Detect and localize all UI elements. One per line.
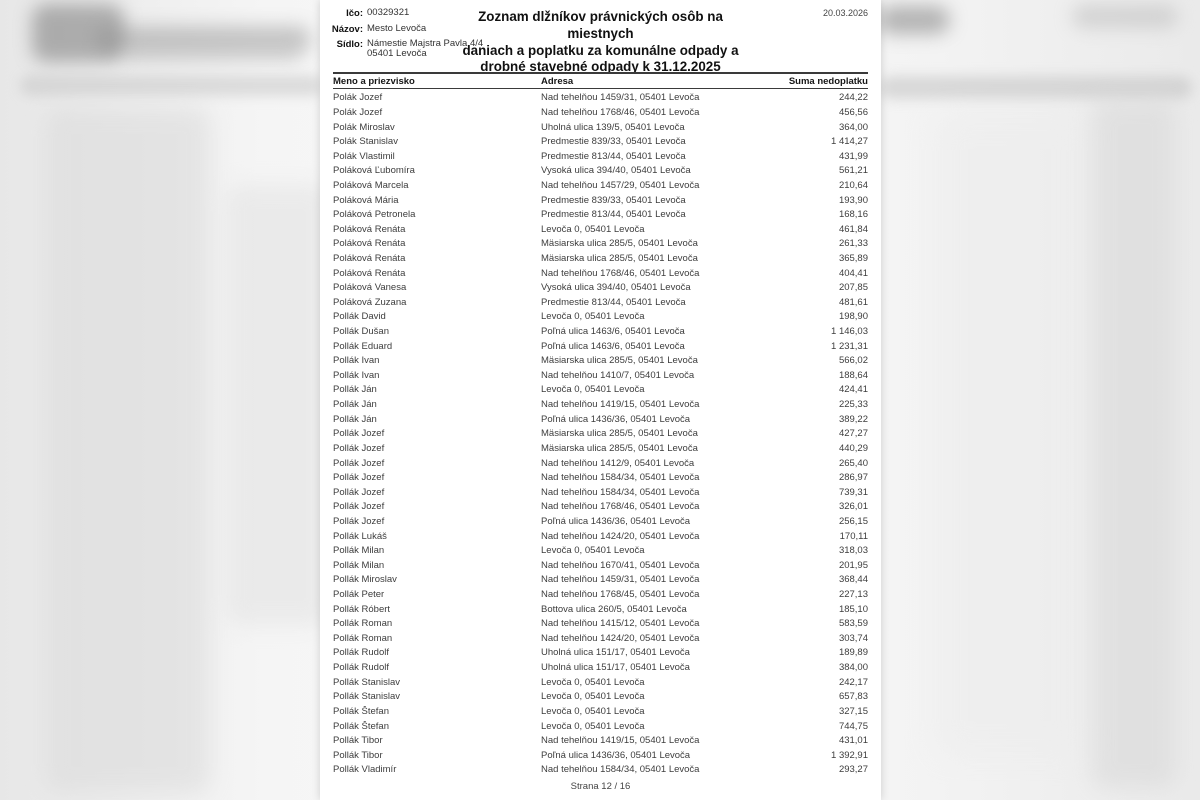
- table-row: [333, 339, 868, 354]
- cell-name: Poláková Renáta: [333, 223, 406, 235]
- document-title-line: drobné stavebné odpady k 31.12.2025: [480, 59, 721, 75]
- table-row: [333, 295, 868, 310]
- table-row: [333, 207, 868, 222]
- table-row: [333, 353, 868, 368]
- cell-name: Poláková Marcela: [333, 179, 409, 191]
- table-row: [333, 193, 868, 208]
- cell-address: Nad tehelňou 1412/9, 05401 Levoča: [541, 457, 695, 469]
- cell-name: Pollák Jozef: [333, 442, 385, 454]
- cell-address: Mäsiarska ulica 285/5, 05401 Levoča: [541, 442, 698, 454]
- cell-amount: 293,27: [838, 764, 868, 776]
- cell-amount: 739,31: [838, 486, 868, 498]
- cell-address: Levoča 0, 05401 Levoča: [541, 311, 645, 323]
- table-row: [333, 397, 868, 412]
- cell-address: Nad tehelňou 1424/20, 05401 Levoča: [541, 632, 700, 644]
- cell-amount: 318,03: [838, 545, 868, 557]
- cell-address: Mäsiarska ulica 285/5, 05401 Levoča: [541, 428, 698, 440]
- cell-amount: 188,64: [838, 369, 868, 381]
- cell-address: Poľná ulica 1463/6, 05401 Levoča: [541, 340, 685, 352]
- cell-name: Pollák Vladimír: [333, 764, 397, 776]
- cell-name: Pollák Ján: [333, 384, 377, 396]
- cell-name: Pollák Eduard: [333, 340, 393, 352]
- table-row: [333, 178, 868, 193]
- column-header-address: Adresa: [541, 75, 574, 87]
- cell-amount: 404,41: [838, 267, 868, 279]
- cell-name: Poláková Renáta: [333, 253, 406, 264]
- cell-address: Nad tehelňou 1670/41, 05401 Levoča: [541, 559, 700, 571]
- nazov-label: Názov:: [331, 23, 363, 35]
- table-row: [333, 280, 868, 295]
- cell-amount: 201,95: [838, 559, 868, 571]
- cell-amount: 193,90: [838, 194, 868, 206]
- document-page[interactable]: [320, 0, 881, 800]
- cell-amount: 424,41: [838, 384, 868, 396]
- cell-name: Poláková Vanesa: [333, 282, 407, 294]
- cell-amount: 265,40: [838, 457, 868, 469]
- cell-amount: 242,17: [838, 676, 868, 688]
- cell-amount: 326,01: [838, 501, 868, 513]
- cell-address: Predmestie 813/44, 05401 Levoča: [541, 209, 686, 221]
- table-row: [333, 91, 868, 106]
- cell-name: Pollák Peter: [333, 589, 385, 601]
- cell-amount: 244,22: [838, 92, 868, 104]
- cell-amount: 365,89: [838, 253, 868, 264]
- cell-address: Levoča 0, 05401 Levoča: [541, 223, 645, 235]
- table-row: [333, 587, 868, 602]
- page-number: Strana 12 / 16: [570, 781, 631, 792]
- column-header-amount: Suma nedoplatku: [788, 75, 868, 87]
- table-row: [333, 237, 868, 252]
- cell-address: Nad tehelňou 1415/12, 05401 Levoča: [541, 618, 700, 630]
- cell-amount: 583,59: [838, 618, 868, 630]
- cell-address: Poľná ulica 1436/36, 05401 Levoča: [541, 413, 691, 425]
- table-row: [333, 485, 868, 500]
- table-row: [333, 441, 868, 456]
- table-row: [333, 149, 868, 164]
- cell-name: Pollák Tibor: [333, 749, 383, 761]
- cell-name: Pollák Jozef: [333, 501, 385, 513]
- table-body: [333, 89, 868, 777]
- cell-name: Poláková Renáta: [333, 238, 406, 250]
- cell-address: Mäsiarska ulica 285/5, 05401 Levoča: [541, 253, 698, 264]
- table-row: [333, 368, 868, 383]
- blurred-text-column: [226, 185, 330, 625]
- cell-address: Nad tehelňou 1410/7, 05401 Levoča: [541, 369, 695, 381]
- cell-name: Pollák David: [333, 311, 386, 323]
- cell-name: Pollák Ivan: [333, 369, 380, 381]
- cell-address: Poľná ulica 1436/36, 05401 Levoča: [541, 749, 691, 761]
- cell-amount: 440,29: [838, 442, 868, 454]
- cell-address: Nad tehelňou 1419/15, 05401 Levoča: [541, 399, 700, 411]
- cell-address: Nad tehelňou 1584/34, 05401 Levoča: [541, 764, 700, 776]
- ico-label: Ičo:: [346, 8, 363, 19]
- table-row: [333, 222, 868, 237]
- blurred-text-shape: [1072, 5, 1178, 28]
- cell-address: Nad tehelňou 1584/34, 05401 Levoča: [541, 472, 700, 484]
- cell-address: Nad tehelňou 1457/29, 05401 Levoča: [541, 179, 700, 191]
- cell-name: Polák Jozef: [333, 106, 383, 118]
- nazov-value: Mesto Levoča: [367, 22, 427, 34]
- cell-address: Levoča 0, 05401 Levoča: [541, 720, 645, 732]
- cell-name: Pollák Milan: [333, 559, 385, 571]
- cell-address: Levoča 0, 05401 Levoča: [541, 691, 645, 703]
- cell-amount: 1 231,31: [831, 340, 868, 352]
- cell-address: Levoča 0, 05401 Levoča: [541, 676, 645, 688]
- cell-name: Pollák Roman: [333, 632, 393, 644]
- cell-name: Pollák Miroslav: [333, 574, 397, 586]
- cell-name: Pollák Tibor: [333, 735, 383, 747]
- cell-address: Nad tehelňou 1768/46, 05401 Levoča: [541, 106, 700, 118]
- column-header-name: Meno a priezvisko: [333, 75, 415, 87]
- cell-name: Pollák Rudolf: [333, 647, 389, 659]
- cell-address: Uholná ulica 151/17, 05401 Levoča: [541, 647, 690, 659]
- cell-amount: 303,74: [838, 632, 868, 644]
- cell-address: Mäsiarska ulica 285/5, 05401 Levoča: [541, 238, 698, 250]
- table-row: [333, 660, 868, 675]
- cell-name: Pollák Jozef: [333, 457, 385, 469]
- blurred-text-column: [935, 115, 1085, 755]
- cell-amount: 185,10: [838, 603, 868, 615]
- cell-name: Polák Stanislav: [333, 136, 398, 148]
- ico-value: 00329321: [367, 7, 410, 18]
- document-title-line: daniach a poplatku za komunálne odpady a: [462, 42, 739, 58]
- cell-amount: 256,15: [838, 515, 868, 527]
- cell-amount: 286,97: [838, 472, 868, 484]
- table-row: [333, 514, 868, 529]
- table-row: [333, 164, 868, 179]
- table-row: [333, 470, 868, 485]
- table-row: [333, 631, 868, 646]
- cell-name: Polák Vlastimil: [333, 150, 395, 162]
- cell-address: Nad tehelňou 1459/31, 05401 Levoča: [541, 92, 700, 104]
- cell-name: Pollák Lukáš: [333, 530, 387, 542]
- cell-name: Pollák Ján: [333, 413, 377, 425]
- cell-name: Pollák Štefan: [333, 720, 389, 732]
- table-row: [333, 383, 868, 398]
- cell-address: Nad tehelňou 1584/34, 05401 Levoča: [541, 486, 700, 498]
- cell-address: Uholná ulica 151/17, 05401 Levoča: [541, 662, 690, 674]
- cell-name: Poláková Mária: [333, 194, 399, 206]
- cell-amount: 189,89: [838, 647, 868, 659]
- cell-amount: 327,15: [838, 705, 868, 717]
- table-row: [333, 602, 868, 617]
- table-row: [333, 456, 868, 471]
- cell-amount: 427,27: [838, 428, 868, 440]
- table-row: [333, 134, 868, 149]
- table-row: [333, 719, 868, 734]
- cell-name: Pollák Stanislav: [333, 691, 401, 703]
- table-row: [333, 500, 868, 515]
- cell-address: Vysoká ulica 394/40, 05401 Levoča: [541, 282, 691, 294]
- table-row: [333, 412, 868, 427]
- table-row: [333, 763, 868, 778]
- table-row: [333, 558, 868, 573]
- cell-amount: 431,01: [838, 735, 868, 747]
- blurred-text-shape: [878, 6, 950, 34]
- cell-name: Pollák Ján: [333, 399, 377, 411]
- cell-name: Pollák Róbert: [333, 603, 391, 615]
- cell-address: Mäsiarska ulica 285/5, 05401 Levoča: [541, 355, 698, 367]
- debtors-table: [333, 72, 868, 777]
- cell-address: Levoča 0, 05401 Levoča: [541, 545, 645, 557]
- cell-name: Poláková Renáta: [333, 267, 406, 279]
- table-row: [333, 251, 868, 266]
- document-title: [453, 9, 748, 76]
- cell-name: Pollák Roman: [333, 618, 393, 630]
- cell-name: Pollák Milan: [333, 545, 385, 557]
- cell-amount: 461,84: [838, 223, 868, 235]
- table-row: [333, 704, 868, 719]
- cell-address: Predmestie 813/44, 05401 Levoča: [541, 296, 686, 308]
- cell-address: Nad tehelňou 1419/15, 05401 Levoča: [541, 735, 700, 747]
- cell-amount: 456,56: [838, 106, 868, 118]
- table-row: [333, 689, 868, 704]
- cell-address: Uholná ulica 139/5, 05401 Levoča: [541, 121, 685, 133]
- cell-name: Poláková Zuzana: [333, 296, 407, 308]
- cell-name: Pollák Ivan: [333, 355, 380, 367]
- table-row: [333, 427, 868, 442]
- cell-name: Pollák Jozef: [333, 472, 385, 484]
- cell-name: Pollák Stanislav: [333, 676, 401, 688]
- cell-amount: 227,13: [838, 589, 868, 601]
- cell-amount: 210,64: [838, 179, 868, 191]
- cell-name: Polák Jozef: [333, 92, 383, 104]
- cell-name: Poláková Ľubomíra: [333, 165, 415, 177]
- table-row: [333, 310, 868, 325]
- table-row: [333, 616, 868, 631]
- cell-name: Pollák Rudolf: [333, 662, 389, 674]
- table-row: [333, 324, 868, 339]
- table-row: [333, 646, 868, 661]
- blurred-text-column: [45, 108, 210, 793]
- cell-address: Nad tehelňou 1768/45, 05401 Levoča: [541, 589, 700, 601]
- cell-address: Nad tehelňou 1768/46, 05401 Levoča: [541, 501, 700, 513]
- cell-name: Pollák Dušan: [333, 326, 389, 338]
- cell-amount: 225,33: [838, 399, 868, 411]
- cell-amount: 389,22: [838, 413, 868, 425]
- cell-name: Pollák Jozef: [333, 486, 385, 498]
- table-row: [333, 105, 868, 120]
- blurred-text-shape: [122, 46, 302, 61]
- cell-amount: 261,33: [838, 238, 868, 250]
- cell-amount: 657,83: [838, 691, 868, 703]
- cell-name: Pollák Jozef: [333, 515, 385, 527]
- cell-name: Pollák Štefan: [333, 705, 389, 717]
- sidlo-value-line1: Námestie Majstra Pavla 4/4: [367, 37, 484, 49]
- cell-amount: 198,90: [838, 311, 868, 323]
- cell-address: Vysoká ulica 394/40, 05401 Levoča: [541, 165, 691, 177]
- cell-address: Levoča 0, 05401 Levoča: [541, 705, 645, 717]
- table-row: [333, 675, 868, 690]
- report-date: 20.03.2026: [822, 8, 868, 18]
- cell-amount: 384,00: [838, 662, 868, 674]
- sidlo-label: Sídlo:: [336, 38, 363, 50]
- cell-amount: 364,00: [838, 121, 868, 133]
- cell-address: Levoča 0, 05401 Levoča: [541, 384, 645, 396]
- cell-address: Predmestie 813/44, 05401 Levoča: [541, 150, 686, 162]
- cell-address: Predmestie 839/33, 05401 Levoča: [541, 136, 686, 148]
- cell-name: Pollák Jozef: [333, 428, 385, 440]
- document-title-line: Zoznam dlžníkov právnických osôb na miestnych: [478, 9, 723, 41]
- table-row: [333, 573, 868, 588]
- cell-amount: 561,21: [838, 165, 868, 177]
- table-row: [333, 748, 868, 763]
- table-header-row: [333, 72, 868, 89]
- cell-amount: 170,11: [839, 530, 868, 542]
- table-row: [333, 543, 868, 558]
- blurred-table-header-band: [880, 76, 1192, 99]
- cell-amount: 431,99: [838, 150, 868, 162]
- cell-amount: 481,61: [838, 296, 868, 308]
- cell-amount: 566,02: [838, 355, 868, 367]
- blurred-table-header-band: [20, 75, 322, 96]
- table-row: [333, 120, 868, 135]
- cell-address: Poľná ulica 1436/36, 05401 Levoča: [541, 515, 691, 527]
- cell-amount: 168,16: [838, 209, 868, 221]
- cell-address: Nad tehelňou 1424/20, 05401 Levoča: [541, 530, 700, 542]
- cell-address: Poľná ulica 1463/6, 05401 Levoča: [541, 326, 685, 338]
- cell-amount: 1 414,27: [831, 136, 868, 148]
- cell-address: Bottova ulica 260/5, 05401 Levoča: [541, 603, 687, 615]
- table-row: [333, 733, 868, 748]
- table-row: [333, 266, 868, 281]
- cell-amount: 744,75: [838, 720, 868, 732]
- sidlo-value-line2: 05401 Levoča: [367, 48, 427, 59]
- blurred-text-column: [1092, 100, 1176, 788]
- cell-address: Nad tehelňou 1459/31, 05401 Levoča: [541, 574, 700, 586]
- cell-amount: 207,85: [838, 282, 868, 294]
- cell-name: Polák Miroslav: [333, 121, 395, 133]
- table-row: [333, 529, 868, 544]
- cell-name: Poláková Petronela: [333, 209, 416, 221]
- cell-amount: 1 146,03: [831, 326, 868, 338]
- cell-amount: 368,44: [838, 574, 868, 586]
- cell-amount: 1 392,91: [831, 749, 868, 761]
- cell-address: Nad tehelňou 1768/46, 05401 Levoča: [541, 267, 700, 279]
- cell-address: Predmestie 839/33, 05401 Levoča: [541, 194, 686, 206]
